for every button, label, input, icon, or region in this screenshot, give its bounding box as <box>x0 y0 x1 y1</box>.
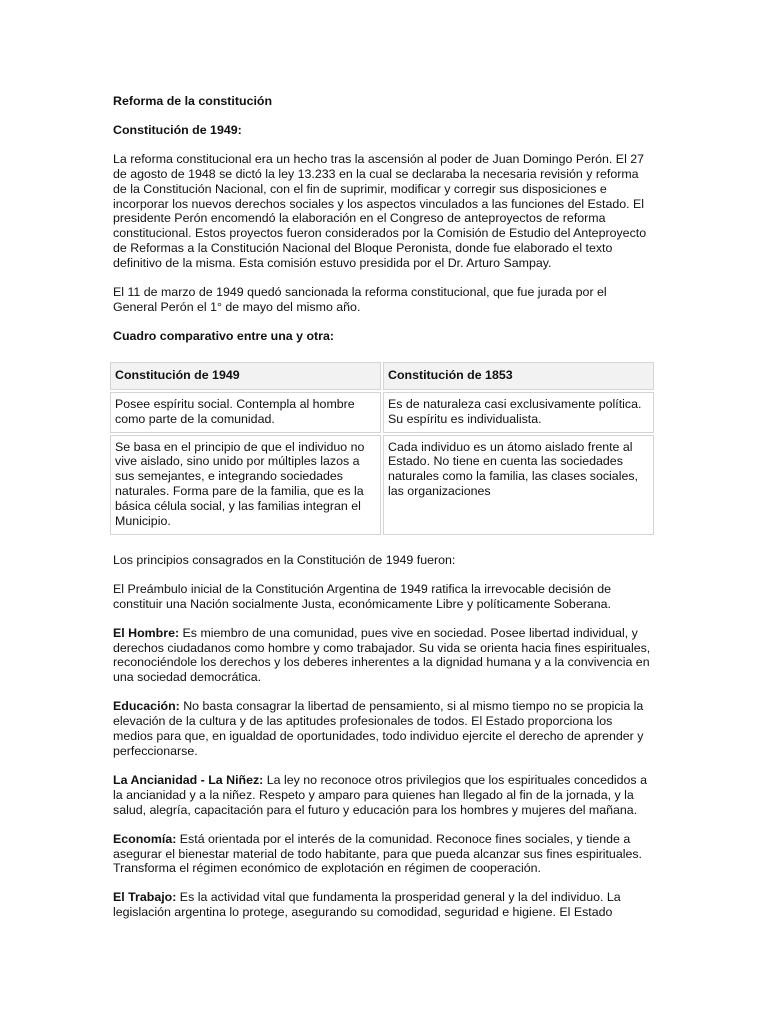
intro-paragraph: La reforma constitucional era un hecho tras la ascensión al poder de Juan Domingo Perón. El 27 de agosto de 1948 se dictó la ley 13.233 en la cual se declaraba la necesaria revisión y reforma de la Constitución Nacional, con el fin de suprimir, modificar y corregir sus disposiciones e incorporar los nuevos derechos sociales y los aspectos vinculados a las funciones del Estado. El presidente Perón encomendó la elaboración en el Congreso de anteproyectos de reforma constitucional. Estos proyectos fueron considerados por la Comisión de Estudio del Anteproyecto de Reformas a la Constitución Nacional del Bloque Peronista, donde fue elaborado el texto definitivo de la misma. Esta comisión estuvo presidida por el Dr. Arturo Sampay. <box>113 151 647 271</box>
principle-text: Es la actividad vital que fundamenta la prosperidad general y la del individuo. La legislación argentina lo protege, asegurando su comodidad, seguridad e higiene. El Estado <box>113 890 621 920</box>
table-cell: Se basa en el principio de que el individuo no vive aislado, sino unido por múltiples lazos a sus semejantes, e integrando sociedades naturales. Forma pare de la familia, que es la básica célula social, y las familias integran el Municipio. <box>110 435 381 535</box>
principle-term: Educación: <box>113 699 180 714</box>
table-row <box>110 392 654 433</box>
section-title: Constitución de 1949: <box>113 122 242 137</box>
table-cell: Cada individuo es un átomo aislado frente al Estado. No tiene en cuenta las sociedades naturales como la familia, las clases sociales, las organizaciones <box>383 435 654 535</box>
document-title: Reforma de la constitución <box>113 94 273 108</box>
table-header-cell: Constitución de 1949 <box>110 362 381 390</box>
principles-intro: Los principios consagrados en la Constitución de 1949 fueron: <box>113 552 456 567</box>
principle-paragraph <box>113 699 653 759</box>
sanction-paragraph: El 11 de marzo de 1949 quedó sancionada la reforma constitucional, que fue jurada por el General Perón el 1° de mayo del mismo año. <box>113 285 607 314</box>
table-cell: Es de naturaleza casi exclusivamente política. Su espíritu es individualista. <box>383 392 654 433</box>
principle-term: El Trabajo: <box>113 890 177 905</box>
principle-term: El Hombre: <box>113 625 180 640</box>
principle-text: Está orientada por el interés de la comunidad. Reconoce fines sociales, y tiende a asegurar el bienestar material de todo habitante, para que pueda alcanzar sus fines espirituales. Transforma el régimen económico de explotación en régimen de cooperación. <box>113 831 642 876</box>
principle-paragraph <box>113 890 653 920</box>
preamble-paragraph: El Preámbulo inicial de la Constitución Argentina de 1949 ratifica la irrevocable decisión de constituir una Nación socialmente Justa, económicamente Libre y políticamente Soberana. <box>113 581 611 611</box>
principle-paragraph <box>113 832 653 877</box>
table-header-row <box>110 362 654 390</box>
table-header-cell: Constitución de 1853 <box>383 362 654 390</box>
document-page <box>113 94 653 934</box>
table-cell: Posee espíritu social. Contempla al hombre como parte de la comunidad. <box>110 392 381 433</box>
principle-term: La Ancianidad - La Niñez: <box>113 772 264 787</box>
principle-term: Economía: <box>113 831 177 846</box>
table-row <box>110 435 654 535</box>
principle-text: La ley no reconoce otros privilegios que los espirituales concedidos a la ancianidad y a la niñez. Respeto y amparo para quienes han llegado al fin de la jornada, y la salud, alegría, capacitación para el futuro y educación para los hombres y mujeres del mañana. <box>113 772 647 817</box>
comparison-table <box>108 360 656 537</box>
principle-text: Es miembro de una comunidad, pues vive en sociedad. Posee libertad individual, y derechos ciudadanos como hombre y como trabajador. Su vida se orienta hacia fines espirituales, reconociéndole los derechos y los deberes inherentes a la dignidad humana y a la convivencia en una sociedad democrática. <box>113 625 651 685</box>
principle-paragraph <box>113 626 653 686</box>
comparison-heading: Cuadro comparativo entre una y otra: <box>113 328 335 343</box>
principle-paragraph <box>113 773 653 818</box>
principle-text: No basta consagrar la libertad de pensamiento, si al mismo tiempo no se propicia la elevación de la cultura y de las aptitudes profesionales de todos. El Estado proporciona los medios para que, en igualdad de oportunidades, todo individuo ejercite el derecho de aprender y perfeccionarse. <box>113 699 644 758</box>
